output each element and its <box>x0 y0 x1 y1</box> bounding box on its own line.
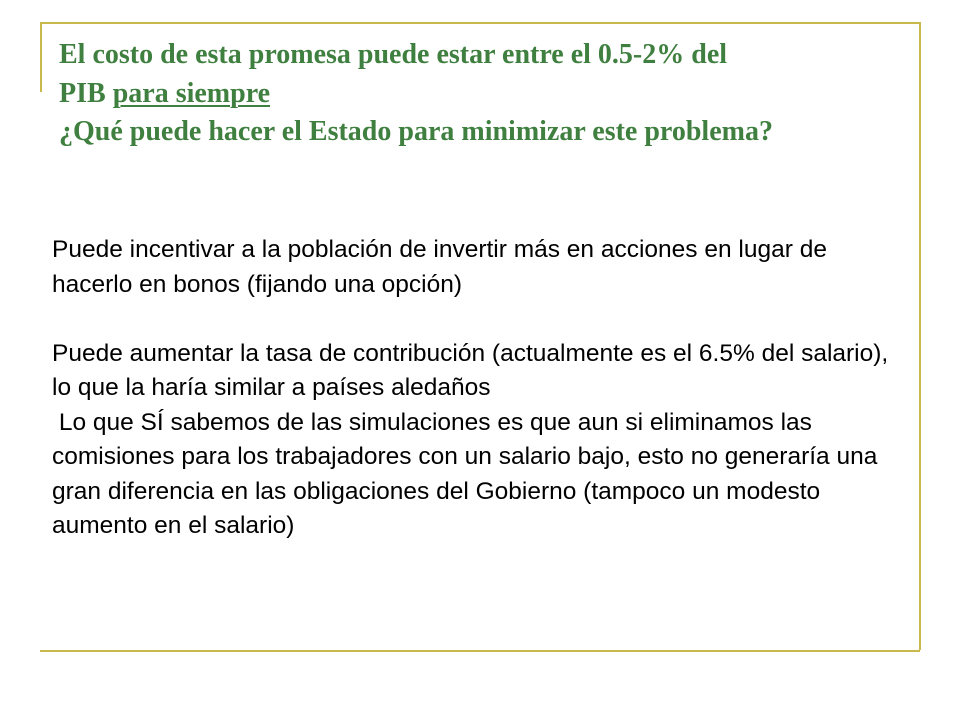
right-rule <box>919 22 921 650</box>
left-rule <box>40 22 42 92</box>
slide-title <box>59 36 909 152</box>
title-line-2-prefix: PIB <box>59 77 113 109</box>
body-paragraph-2: Puede aumentar la tasa de contribución (actualmente es el 6.5% del salario), lo que la haría similar a países aledaños <box>52 339 896 401</box>
paragraph-spacer <box>52 302 912 337</box>
body-paragraph-3: Lo que SÍ sabemos de las simulaciones es que aun si eliminamos las comisiones para los trabajadores con un salario bajo, esto no generaría una gran diferencia en las obligaciones del Gobierno (tampoco un modesto aumento en el salario) <box>52 408 885 539</box>
title-question: ¿Qué puede hacer el Estado para minimizar este problema? <box>59 116 773 147</box>
title-underlined-text: para siempre <box>112 77 271 109</box>
top-rule <box>40 22 920 24</box>
title-line-1: El costo de esta promesa puede estar entre el 0.5-2% del <box>59 39 728 70</box>
bottom-rule <box>40 650 920 652</box>
slide-body <box>52 233 912 544</box>
body-paragraph-1: Puede incentivar a la población de invertir más en acciones en lugar de hacerlo en bonos (fijando una opción) <box>52 236 834 298</box>
